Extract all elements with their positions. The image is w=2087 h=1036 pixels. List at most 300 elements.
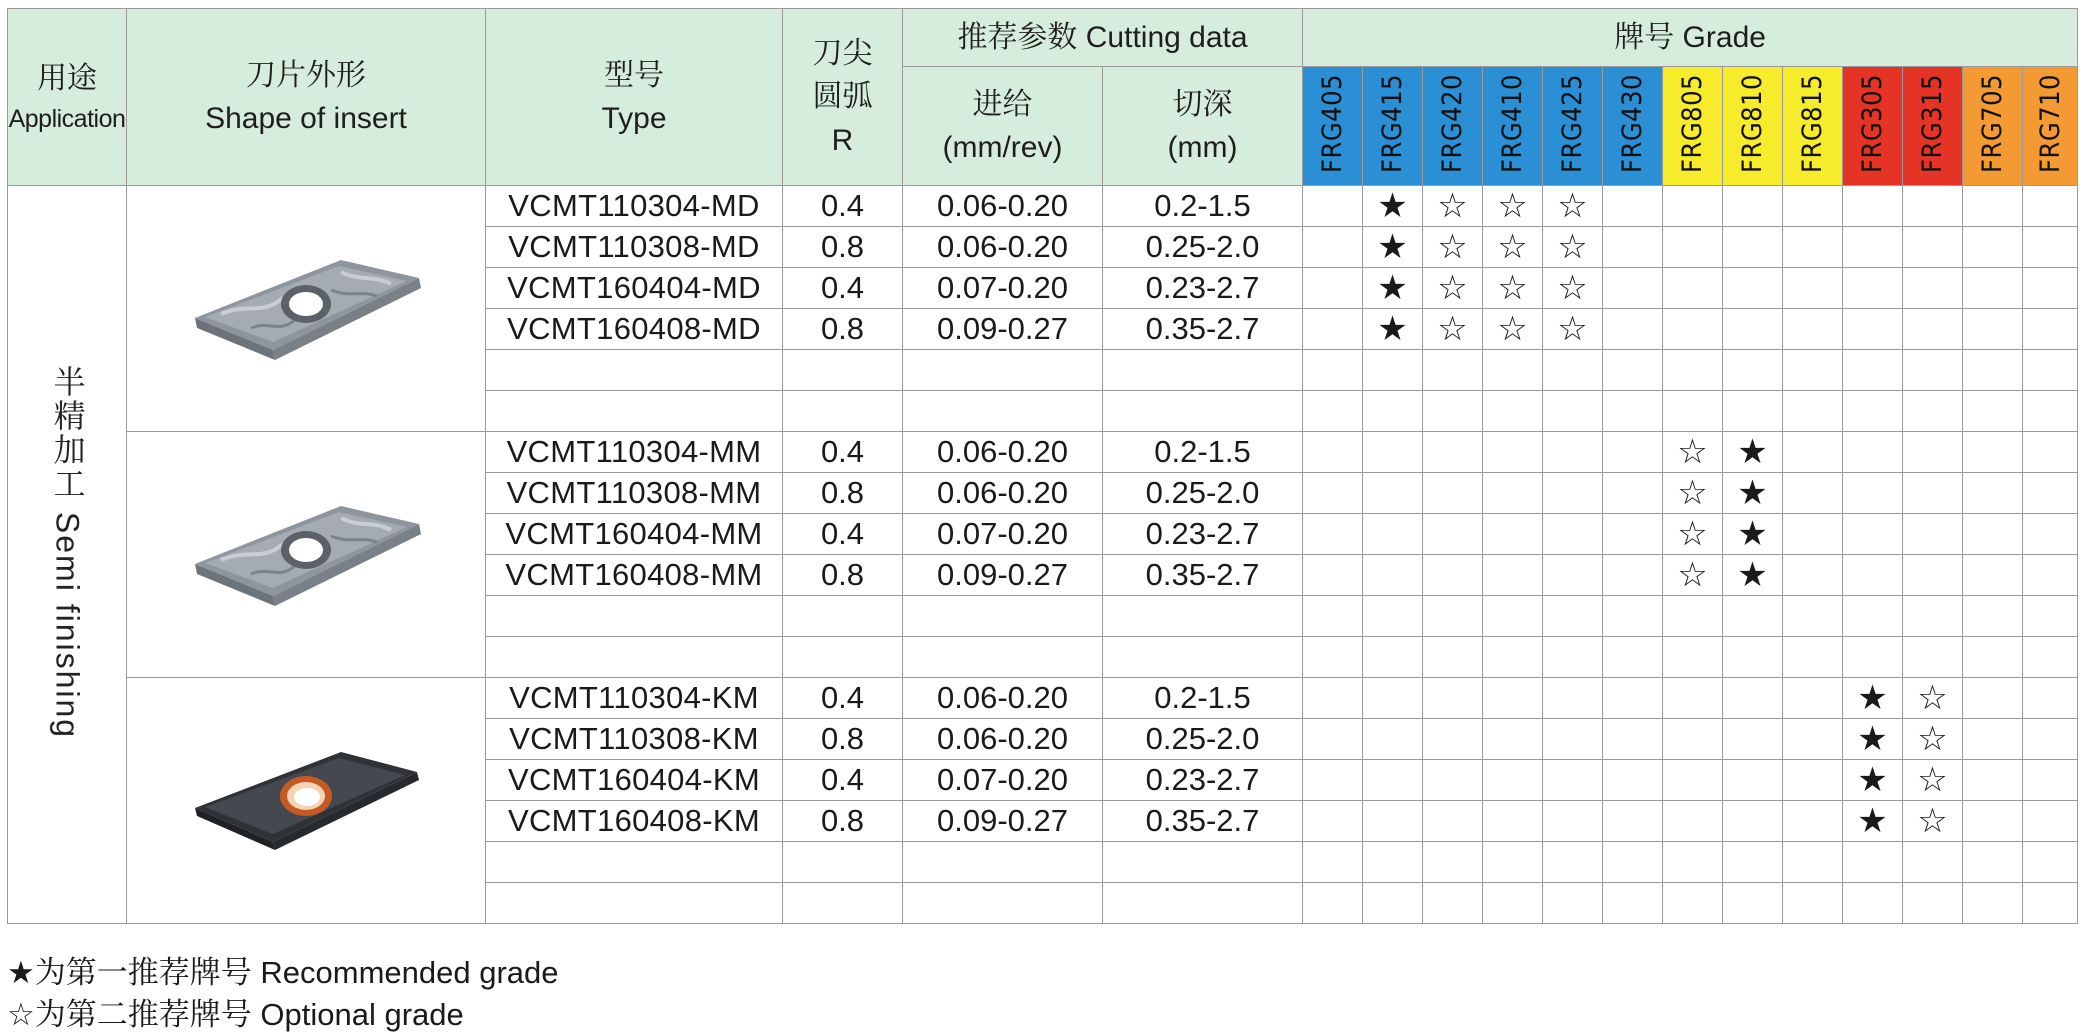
grade-mark-frg430 <box>1603 391 1663 432</box>
radius-cell <box>783 637 903 678</box>
grade-mark-frg815 <box>1783 186 1843 227</box>
feed-cell <box>903 637 1103 678</box>
depth-cell <box>1103 637 1303 678</box>
grade-mark-frg815 <box>1783 350 1843 391</box>
grade-mark-frg305: ★ <box>1843 760 1903 801</box>
grade-mark-frg420: ☆ <box>1423 186 1483 227</box>
grade-mark-frg415: ★ <box>1363 268 1423 309</box>
grade-mark-frg315: ☆ <box>1903 760 1963 801</box>
grade-mark-frg415 <box>1363 391 1423 432</box>
grade-mark-frg425 <box>1543 760 1603 801</box>
grade-mark-frg425: ☆ <box>1543 309 1603 350</box>
grade-mark-frg805 <box>1663 268 1723 309</box>
grade-mark-frg815 <box>1783 842 1843 883</box>
grade-mark-frg810 <box>1723 760 1783 801</box>
feed-cell: 0.07-0.20 <box>903 760 1103 801</box>
header-radius-cn2: 圆弧 <box>812 80 873 114</box>
grade-mark-frg425 <box>1543 842 1603 883</box>
grade-mark-frg810 <box>1723 637 1783 678</box>
insert-shape-cell <box>127 186 486 432</box>
grade-mark-frg705 <box>1963 883 2023 924</box>
header-radius <box>783 9 903 186</box>
grade-mark-frg315 <box>1903 186 1963 227</box>
grade-mark-frg410 <box>1483 883 1543 924</box>
grade-mark-frg410 <box>1483 514 1543 555</box>
type-cell: VCMT160408-MM <box>486 555 783 596</box>
grade-mark-frg315 <box>1903 227 1963 268</box>
grade-name: FRG425 <box>1557 73 1588 174</box>
depth-cell: 0.23-2.7 <box>1103 268 1303 309</box>
grade-mark-frg410: ☆ <box>1483 186 1543 227</box>
radius-cell: 0.8 <box>783 227 903 268</box>
grade-mark-frg710 <box>2023 883 2078 924</box>
grade-mark-frg420 <box>1423 473 1483 514</box>
depth-cell: 0.35-2.7 <box>1103 309 1303 350</box>
grade-mark-frg710 <box>2023 555 2078 596</box>
grade-mark-frg305: ★ <box>1843 678 1903 719</box>
legend <box>7 952 559 1036</box>
grade-mark-frg415 <box>1363 678 1423 719</box>
header-radius-cn1: 刀尖 <box>812 36 873 70</box>
grade-mark-frg430 <box>1603 678 1663 719</box>
grade-mark-frg425 <box>1543 637 1603 678</box>
type-cell: VCMT110308-MD <box>486 227 783 268</box>
grade-mark-frg425 <box>1543 350 1603 391</box>
header-application <box>8 9 127 186</box>
grade-mark-frg705 <box>1963 309 2023 350</box>
grade-table-container <box>7 8 2078 924</box>
grade-mark-frg425 <box>1543 514 1603 555</box>
grade-mark-frg810: ★ <box>1723 473 1783 514</box>
grade-mark-frg815 <box>1783 760 1843 801</box>
radius-cell: 0.4 <box>783 514 903 555</box>
type-cell: VCMT160404-KM <box>486 760 783 801</box>
grade-mark-frg415 <box>1363 555 1423 596</box>
type-cell: VCMT160408-KM <box>486 801 783 842</box>
grade-mark-frg710 <box>2023 760 2078 801</box>
grade-mark-frg805 <box>1663 801 1723 842</box>
grade-mark-frg405 <box>1303 760 1363 801</box>
grade-mark-frg710 <box>2023 268 2078 309</box>
grade-mark-frg810 <box>1723 309 1783 350</box>
grade-mark-frg705 <box>1963 350 2023 391</box>
grade-mark-frg410 <box>1483 678 1543 719</box>
type-cell <box>486 391 783 432</box>
grade-name: FRG410 <box>1497 73 1528 174</box>
grade-mark-frg415 <box>1363 514 1423 555</box>
grade-mark-frg810 <box>1723 801 1783 842</box>
radius-cell: 0.4 <box>783 186 903 227</box>
grade-header-frg705 <box>1963 67 2023 186</box>
grade-name: FRG815 <box>1797 73 1828 174</box>
grade-mark-frg305: ★ <box>1843 801 1903 842</box>
grade-mark-frg705 <box>1963 596 2023 637</box>
grade-mark-frg405 <box>1303 309 1363 350</box>
header-type-cn: 型号 <box>604 58 664 92</box>
grade-mark-frg305 <box>1843 596 1903 637</box>
grade-mark-frg810 <box>1723 186 1783 227</box>
grade-mark-frg315: ☆ <box>1903 801 1963 842</box>
grade-mark-frg705 <box>1963 678 2023 719</box>
grade-table <box>7 8 2078 924</box>
grade-mark-frg810 <box>1723 391 1783 432</box>
grade-mark-frg405 <box>1303 555 1363 596</box>
header-type-en: Type <box>601 102 667 135</box>
grade-mark-frg805 <box>1663 309 1723 350</box>
grade-mark-frg405 <box>1303 473 1363 514</box>
grade-mark-frg810 <box>1723 842 1783 883</box>
grade-mark-frg815 <box>1783 883 1843 924</box>
header-feed-unit: (mm/rev) <box>942 131 1063 164</box>
grade-mark-frg710 <box>2023 309 2078 350</box>
grade-mark-frg420 <box>1423 391 1483 432</box>
header-feed-cn: 进给 <box>972 87 1033 121</box>
grade-mark-frg430 <box>1603 801 1663 842</box>
grade-mark-frg425 <box>1543 391 1603 432</box>
grade-name: FRG305 <box>1857 73 1888 174</box>
grade-mark-frg305 <box>1843 514 1903 555</box>
grade-mark-frg405 <box>1303 637 1363 678</box>
grade-mark-frg430 <box>1603 637 1663 678</box>
grade-mark-frg420 <box>1423 350 1483 391</box>
grade-mark-frg425: ☆ <box>1543 186 1603 227</box>
radius-cell <box>783 596 903 637</box>
grade-mark-frg705 <box>1963 719 2023 760</box>
grade-mark-frg430 <box>1603 186 1663 227</box>
grade-header-frg420 <box>1423 67 1483 186</box>
grade-mark-frg405 <box>1303 801 1363 842</box>
grade-header-frg305 <box>1843 67 1903 186</box>
grade-mark-frg305 <box>1843 309 1903 350</box>
grade-mark-frg705 <box>1963 514 2023 555</box>
feed-cell <box>903 842 1103 883</box>
legend-optional: ☆为第二推荐牌号 Optional grade <box>7 997 464 1032</box>
grade-mark-frg430 <box>1603 268 1663 309</box>
type-cell <box>486 842 783 883</box>
grade-mark-frg315 <box>1903 432 1963 473</box>
grade-mark-frg805: ☆ <box>1663 555 1723 596</box>
grade-mark-frg415 <box>1363 883 1423 924</box>
grade-mark-frg415 <box>1363 473 1423 514</box>
table-row <box>8 678 2078 719</box>
grade-mark-frg805 <box>1663 883 1723 924</box>
table-row <box>8 186 2078 227</box>
grade-mark-frg810 <box>1723 350 1783 391</box>
grade-mark-frg415: ★ <box>1363 309 1423 350</box>
grade-mark-frg420 <box>1423 432 1483 473</box>
grade-mark-frg415 <box>1363 637 1423 678</box>
grade-mark-frg705 <box>1963 555 2023 596</box>
grade-mark-frg315 <box>1903 350 1963 391</box>
grade-mark-frg710 <box>2023 514 2078 555</box>
feed-cell: 0.06-0.20 <box>903 432 1103 473</box>
grade-mark-frg810 <box>1723 883 1783 924</box>
grade-mark-frg305 <box>1843 842 1903 883</box>
grade-mark-frg420 <box>1423 596 1483 637</box>
grade-mark-frg815 <box>1783 678 1843 719</box>
grade-mark-frg315 <box>1903 842 1963 883</box>
header-radius-en: R <box>831 123 854 157</box>
grade-mark-frg425 <box>1543 555 1603 596</box>
table-body <box>8 186 2078 924</box>
grade-mark-frg405 <box>1303 883 1363 924</box>
grade-mark-frg305 <box>1843 227 1903 268</box>
grade-name: FRG315 <box>1917 73 1948 174</box>
grade-mark-frg705 <box>1963 268 2023 309</box>
grade-mark-frg815 <box>1783 719 1843 760</box>
header-depth <box>1103 67 1303 186</box>
grade-mark-frg430 <box>1603 883 1663 924</box>
header-shape <box>127 9 486 186</box>
grade-mark-frg430 <box>1603 760 1663 801</box>
grade-mark-frg430 <box>1603 842 1663 883</box>
feed-cell: 0.09-0.27 <box>903 801 1103 842</box>
grade-mark-frg305 <box>1843 391 1903 432</box>
grade-mark-frg805 <box>1663 719 1723 760</box>
legend-recommended: ★为第一推荐牌号 Recommended grade <box>7 955 559 990</box>
grade-mark-frg815 <box>1783 637 1843 678</box>
grade-mark-frg425 <box>1543 596 1603 637</box>
application-cell <box>8 186 127 924</box>
grade-mark-frg705 <box>1963 760 2023 801</box>
grade-mark-frg805 <box>1663 637 1723 678</box>
grade-mark-frg430 <box>1603 596 1663 637</box>
grade-mark-frg815 <box>1783 596 1843 637</box>
grade-mark-frg410 <box>1483 842 1543 883</box>
type-cell: VCMT110308-KM <box>486 719 783 760</box>
grade-mark-frg420: ☆ <box>1423 309 1483 350</box>
grade-name: FRG705 <box>1977 73 2008 174</box>
grade-mark-frg315 <box>1903 514 1963 555</box>
feed-cell: 0.06-0.20 <box>903 473 1103 514</box>
grade-mark-frg805 <box>1663 760 1723 801</box>
grade-mark-frg805: ☆ <box>1663 514 1723 555</box>
grade-mark-frg425 <box>1543 432 1603 473</box>
grade-mark-frg805 <box>1663 227 1723 268</box>
grade-mark-frg410 <box>1483 350 1543 391</box>
grade-mark-frg815 <box>1783 432 1843 473</box>
grade-mark-frg805 <box>1663 391 1723 432</box>
grade-mark-frg315 <box>1903 555 1963 596</box>
grade-mark-frg815 <box>1783 555 1843 596</box>
radius-cell <box>783 842 903 883</box>
depth-cell <box>1103 596 1303 637</box>
grade-mark-frg410 <box>1483 391 1543 432</box>
radius-cell <box>783 391 903 432</box>
grade-name: FRG415 <box>1377 73 1408 174</box>
grade-mark-frg710 <box>2023 186 2078 227</box>
grade-mark-frg420 <box>1423 555 1483 596</box>
grade-mark-frg405 <box>1303 678 1363 719</box>
grade-mark-frg815 <box>1783 268 1843 309</box>
grade-mark-frg405 <box>1303 719 1363 760</box>
grade-mark-frg315: ☆ <box>1903 719 1963 760</box>
grade-mark-frg420 <box>1423 678 1483 719</box>
depth-cell: 0.25-2.0 <box>1103 227 1303 268</box>
grade-mark-frg425: ☆ <box>1543 268 1603 309</box>
grade-mark-frg815 <box>1783 309 1843 350</box>
radius-cell: 0.4 <box>783 268 903 309</box>
grade-mark-frg410 <box>1483 555 1543 596</box>
grade-mark-frg430 <box>1603 350 1663 391</box>
grade-mark-frg305: ★ <box>1843 719 1903 760</box>
grade-mark-frg815 <box>1783 227 1843 268</box>
grade-mark-frg415 <box>1363 350 1423 391</box>
grade-mark-frg805: ☆ <box>1663 473 1723 514</box>
grade-mark-frg305 <box>1843 432 1903 473</box>
grade-mark-frg710 <box>2023 801 2078 842</box>
grade-mark-frg710 <box>2023 227 2078 268</box>
grade-mark-frg810: ★ <box>1723 432 1783 473</box>
grade-mark-frg415 <box>1363 596 1423 637</box>
grade-mark-frg425 <box>1543 883 1603 924</box>
radius-cell: 0.4 <box>783 432 903 473</box>
grade-mark-frg420 <box>1423 760 1483 801</box>
grade-mark-frg430 <box>1603 555 1663 596</box>
grade-mark-frg405 <box>1303 227 1363 268</box>
grade-header-frg405 <box>1303 67 1363 186</box>
grade-name: FRG420 <box>1437 73 1468 174</box>
depth-cell: 0.25-2.0 <box>1103 719 1303 760</box>
grade-mark-frg405 <box>1303 268 1363 309</box>
grade-mark-frg805: ☆ <box>1663 432 1723 473</box>
feed-cell: 0.06-0.20 <box>903 227 1103 268</box>
depth-cell: 0.2-1.5 <box>1103 186 1303 227</box>
grade-mark-frg415 <box>1363 801 1423 842</box>
insert-md-grey-icon <box>127 254 485 364</box>
feed-cell: 0.06-0.20 <box>903 678 1103 719</box>
grade-mark-frg305 <box>1843 186 1903 227</box>
grade-mark-frg415 <box>1363 760 1423 801</box>
grade-header-frg410 <box>1483 67 1543 186</box>
grade-mark-frg410 <box>1483 473 1543 514</box>
type-cell <box>486 596 783 637</box>
grade-mark-frg410 <box>1483 637 1543 678</box>
grade-mark-frg420: ☆ <box>1423 227 1483 268</box>
grade-header-frg425 <box>1543 67 1603 186</box>
radius-cell: 0.4 <box>783 678 903 719</box>
grade-mark-frg410 <box>1483 432 1543 473</box>
type-cell: VCMT110308-MM <box>486 473 783 514</box>
radius-cell: 0.8 <box>783 719 903 760</box>
feed-cell <box>903 391 1103 432</box>
grade-header-frg430 <box>1603 67 1663 186</box>
depth-cell <box>1103 350 1303 391</box>
grade-mark-frg410 <box>1483 719 1543 760</box>
grade-mark-frg420: ☆ <box>1423 268 1483 309</box>
grade-mark-frg810 <box>1723 596 1783 637</box>
feed-cell: 0.07-0.20 <box>903 268 1103 309</box>
radius-cell <box>783 350 903 391</box>
grade-mark-frg420 <box>1423 842 1483 883</box>
grade-header-frg810 <box>1723 67 1783 186</box>
grade-header-frg415 <box>1363 67 1423 186</box>
grade-mark-frg705 <box>1963 801 2023 842</box>
grade-mark-frg430 <box>1603 473 1663 514</box>
grade-mark-frg420 <box>1423 514 1483 555</box>
radius-cell: 0.8 <box>783 309 903 350</box>
radius-cell <box>783 883 903 924</box>
grade-mark-frg710 <box>2023 350 2078 391</box>
grade-mark-frg305 <box>1843 883 1903 924</box>
grade-name: FRG405 <box>1317 73 1348 174</box>
feed-cell <box>903 596 1103 637</box>
feed-cell: 0.07-0.20 <box>903 514 1103 555</box>
feed-cell: 0.09-0.27 <box>903 555 1103 596</box>
grade-mark-frg425 <box>1543 473 1603 514</box>
grade-mark-frg430 <box>1603 514 1663 555</box>
grade-mark-frg405 <box>1303 842 1363 883</box>
grade-mark-frg805 <box>1663 842 1723 883</box>
grade-mark-frg705 <box>1963 186 2023 227</box>
grade-mark-frg305 <box>1843 637 1903 678</box>
grade-mark-frg710 <box>2023 842 2078 883</box>
feed-cell: 0.06-0.20 <box>903 719 1103 760</box>
grade-mark-frg305 <box>1843 350 1903 391</box>
grade-mark-frg810 <box>1723 678 1783 719</box>
radius-cell: 0.8 <box>783 801 903 842</box>
grade-mark-frg705 <box>1963 473 2023 514</box>
grade-mark-frg405 <box>1303 350 1363 391</box>
grade-mark-frg315 <box>1903 637 1963 678</box>
grade-mark-frg315 <box>1903 268 1963 309</box>
grade-mark-frg815 <box>1783 473 1843 514</box>
grade-mark-frg415 <box>1363 432 1423 473</box>
grade-mark-frg415: ★ <box>1363 186 1423 227</box>
grade-mark-frg710 <box>2023 719 2078 760</box>
grade-mark-frg410: ☆ <box>1483 227 1543 268</box>
grade-mark-frg405 <box>1303 391 1363 432</box>
header-grade: 牌号 Grade <box>1303 9 2078 67</box>
feed-cell <box>903 883 1103 924</box>
radius-cell: 0.8 <box>783 473 903 514</box>
grade-mark-frg315: ☆ <box>1903 678 1963 719</box>
grade-mark-frg425 <box>1543 719 1603 760</box>
feed-cell: 0.06-0.20 <box>903 186 1103 227</box>
header-depth-cn: 切深 <box>1172 87 1233 121</box>
grade-mark-frg420 <box>1423 801 1483 842</box>
header-application-en: Application <box>8 104 126 133</box>
grade-mark-frg410 <box>1483 760 1543 801</box>
application-label: 半精加工 Semi finishing <box>49 364 86 740</box>
grade-mark-frg815 <box>1783 801 1843 842</box>
grade-mark-frg420 <box>1423 637 1483 678</box>
grade-mark-frg710 <box>2023 473 2078 514</box>
insert-mm-grey-icon <box>127 500 485 610</box>
type-cell: VCMT160408-MD <box>486 309 783 350</box>
grade-mark-frg810 <box>1723 227 1783 268</box>
header-shape-cn: 刀片外形 <box>246 58 366 92</box>
depth-cell: 0.25-2.0 <box>1103 473 1303 514</box>
type-cell: VCMT110304-MD <box>486 186 783 227</box>
type-cell: VCMT110304-KM <box>486 678 783 719</box>
grade-mark-frg805 <box>1663 350 1723 391</box>
depth-cell: 0.35-2.7 <box>1103 801 1303 842</box>
grade-mark-frg315 <box>1903 391 1963 432</box>
grade-mark-frg315 <box>1903 883 1963 924</box>
insert-km-dark-icon <box>127 746 485 856</box>
grade-mark-frg710 <box>2023 391 2078 432</box>
insert-shape-cell <box>127 678 486 924</box>
grade-name: FRG810 <box>1737 73 1768 174</box>
table-header <box>8 9 2078 186</box>
header-application-cn: 用途 <box>37 62 97 96</box>
grade-mark-frg305 <box>1843 268 1903 309</box>
grade-mark-frg710 <box>2023 432 2078 473</box>
header-type <box>486 9 783 186</box>
grade-mark-frg810: ★ <box>1723 555 1783 596</box>
type-cell: VCMT160404-MD <box>486 268 783 309</box>
